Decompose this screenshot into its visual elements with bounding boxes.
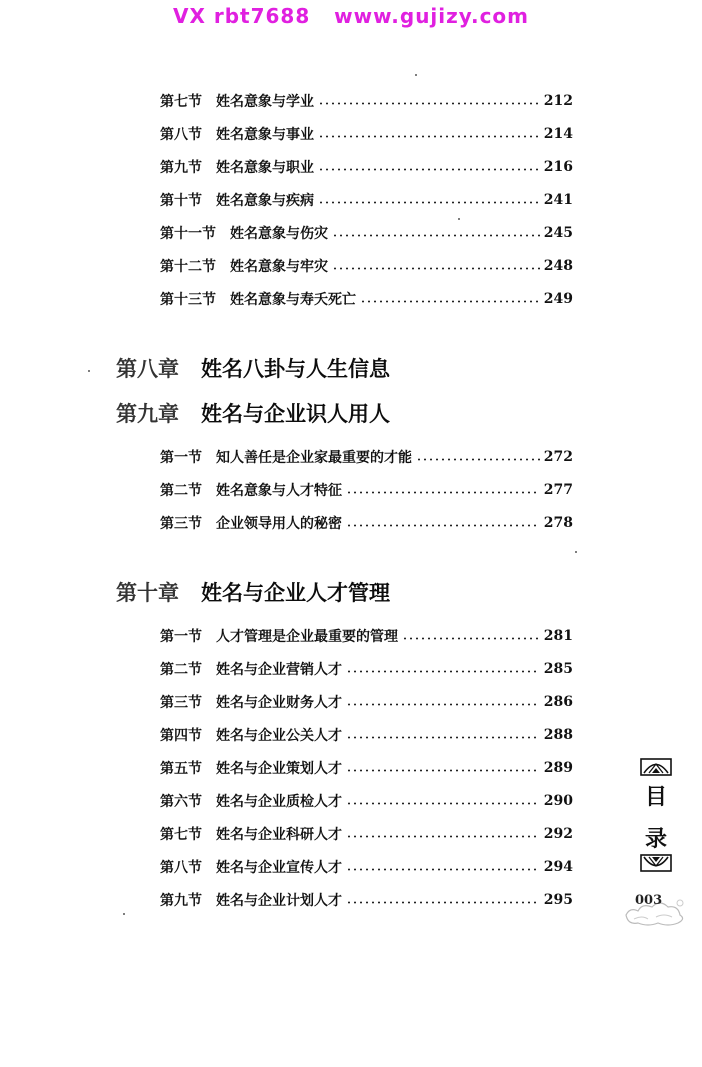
section-title: 姓名与企业科研人才 xyxy=(216,827,342,843)
page-number: 278 xyxy=(543,515,573,531)
section-title: 姓名意象与牢灾 xyxy=(230,259,328,275)
page-number: 295 xyxy=(543,892,573,908)
section-number: 第九节 xyxy=(160,893,202,909)
toc-entry[interactable] xyxy=(160,445,573,469)
leader-dots xyxy=(346,736,540,739)
watermark-text: VX rbt7688 www.gujizy.com xyxy=(172,4,530,28)
scan-speck xyxy=(123,913,125,915)
page-number: 281 xyxy=(543,628,573,644)
page-number: 249 xyxy=(543,291,573,307)
section-number: 第四节 xyxy=(160,728,202,744)
toc-side-tab xyxy=(638,758,674,874)
toc-entry[interactable] xyxy=(160,287,573,311)
section-title: 姓名意象与疾病 xyxy=(216,193,314,209)
toc-entry[interactable] xyxy=(160,756,573,780)
toc-entry[interactable] xyxy=(160,624,573,648)
toc-entry[interactable] xyxy=(160,89,573,113)
section-number: 第十节 xyxy=(160,193,202,209)
leader-dots xyxy=(346,491,540,494)
side-char-mu: 目 xyxy=(644,785,667,810)
section-title: 人才管理是企业最重要的管理 xyxy=(216,629,398,645)
toc-entry[interactable] xyxy=(160,657,573,681)
leader-dots xyxy=(332,234,540,237)
toc-entry[interactable] xyxy=(160,155,573,179)
leader-dots xyxy=(346,835,540,838)
section-number: 第十一节 xyxy=(160,226,216,242)
chapter-number: 第十章 xyxy=(116,580,179,605)
toc-entry[interactable] xyxy=(160,690,573,714)
top-ornament-icon xyxy=(640,758,672,776)
toc-entry[interactable] xyxy=(160,789,573,813)
section-number: 第三节 xyxy=(160,516,202,532)
page-number: 248 xyxy=(543,258,573,274)
scan-speck xyxy=(88,370,90,372)
page-number: 294 xyxy=(543,859,573,875)
toc-entry[interactable] xyxy=(160,723,573,747)
leader-dots xyxy=(346,524,540,527)
page-number: 292 xyxy=(543,826,573,842)
toc-entry[interactable] xyxy=(160,188,573,212)
page-number: 214 xyxy=(543,126,573,142)
section-number: 第八节 xyxy=(160,127,202,143)
section-number: 第十三节 xyxy=(160,292,216,308)
page-number: 290 xyxy=(543,793,573,809)
page-number: 285 xyxy=(543,661,573,677)
section-title: 姓名意象与人才特征 xyxy=(216,483,342,499)
chapter-title: 姓名与企业识人用人 xyxy=(201,401,390,426)
scan-speck xyxy=(575,551,577,553)
leader-dots xyxy=(360,300,540,303)
leader-dots xyxy=(318,168,540,171)
chapter-heading[interactable] xyxy=(116,575,390,609)
toc-entry[interactable] xyxy=(160,888,573,912)
section-title: 姓名与企业计划人才 xyxy=(216,893,342,909)
leader-dots xyxy=(346,703,540,706)
page-number: 277 xyxy=(543,482,573,498)
section-number: 第六节 xyxy=(160,794,202,810)
chapter-number: 第八章 xyxy=(116,356,179,381)
page-number: 245 xyxy=(543,225,573,241)
toc-entry[interactable] xyxy=(160,122,573,146)
section-title: 姓名与企业营销人才 xyxy=(216,662,342,678)
section-title: 姓名意象与伤灾 xyxy=(230,226,328,242)
page-number: 272 xyxy=(543,449,573,465)
bottom-ornament-icon xyxy=(640,854,672,872)
page-number: 289 xyxy=(543,760,573,776)
chapter-heading[interactable] xyxy=(116,396,390,430)
leader-dots xyxy=(346,769,540,772)
section-title: 姓名与企业策划人才 xyxy=(216,761,342,777)
section-title: 姓名与企业财务人才 xyxy=(216,695,342,711)
chapter-heading[interactable] xyxy=(116,351,390,385)
section-number: 第三节 xyxy=(160,695,202,711)
scan-speck xyxy=(415,74,417,76)
leader-dots xyxy=(318,135,540,138)
section-number: 第二节 xyxy=(160,483,202,499)
leader-dots xyxy=(318,102,540,105)
section-title: 姓名意象与事业 xyxy=(216,127,314,143)
leader-dots xyxy=(346,901,540,904)
chapter-number: 第九章 xyxy=(116,401,179,426)
section-title: 知人善任是企业家最重要的才能 xyxy=(216,450,412,466)
leader-dots xyxy=(318,201,540,204)
section-number: 第七节 xyxy=(160,827,202,843)
toc-entry[interactable] xyxy=(160,478,573,502)
toc-entry[interactable] xyxy=(160,822,573,846)
section-number: 第七节 xyxy=(160,94,202,110)
page-number: 212 xyxy=(543,93,573,109)
page-number: 288 xyxy=(543,727,573,743)
page-number: 241 xyxy=(543,192,573,208)
scan-speck xyxy=(458,218,460,220)
leader-dots xyxy=(416,458,540,461)
section-title: 姓名与企业质检人才 xyxy=(216,794,342,810)
chapter-title: 姓名八卦与人生信息 xyxy=(201,356,390,381)
page-folio: 003 xyxy=(635,893,663,908)
toc-entry[interactable] xyxy=(160,511,573,535)
page-number: 216 xyxy=(543,159,573,175)
leader-dots xyxy=(346,868,540,871)
section-number: 第十二节 xyxy=(160,259,216,275)
section-title: 姓名与企业宣传人才 xyxy=(216,860,342,876)
page-number: 286 xyxy=(543,694,573,710)
toc-entry[interactable] xyxy=(160,254,573,278)
section-number: 第一节 xyxy=(160,629,202,645)
toc-entry[interactable] xyxy=(160,855,573,879)
leader-dots xyxy=(332,267,540,270)
side-char-lu: 录 xyxy=(644,827,667,852)
leader-dots xyxy=(402,637,540,640)
section-number: 第五节 xyxy=(160,761,202,777)
toc-entry[interactable] xyxy=(160,221,573,245)
section-number: 第一节 xyxy=(160,450,202,466)
section-title: 企业领导用人的秘密 xyxy=(216,516,342,532)
section-title: 姓名意象与学业 xyxy=(216,94,314,110)
section-title: 姓名意象与职业 xyxy=(216,160,314,176)
section-number: 第二节 xyxy=(160,662,202,678)
section-number: 第八节 xyxy=(160,860,202,876)
chapter-title: 姓名与企业人才管理 xyxy=(201,580,390,605)
leader-dots xyxy=(346,670,540,673)
section-number: 第九节 xyxy=(160,160,202,176)
leader-dots xyxy=(346,802,540,805)
section-title: 姓名意象与寿夭死亡 xyxy=(230,292,356,308)
section-title: 姓名与企业公关人才 xyxy=(216,728,342,744)
